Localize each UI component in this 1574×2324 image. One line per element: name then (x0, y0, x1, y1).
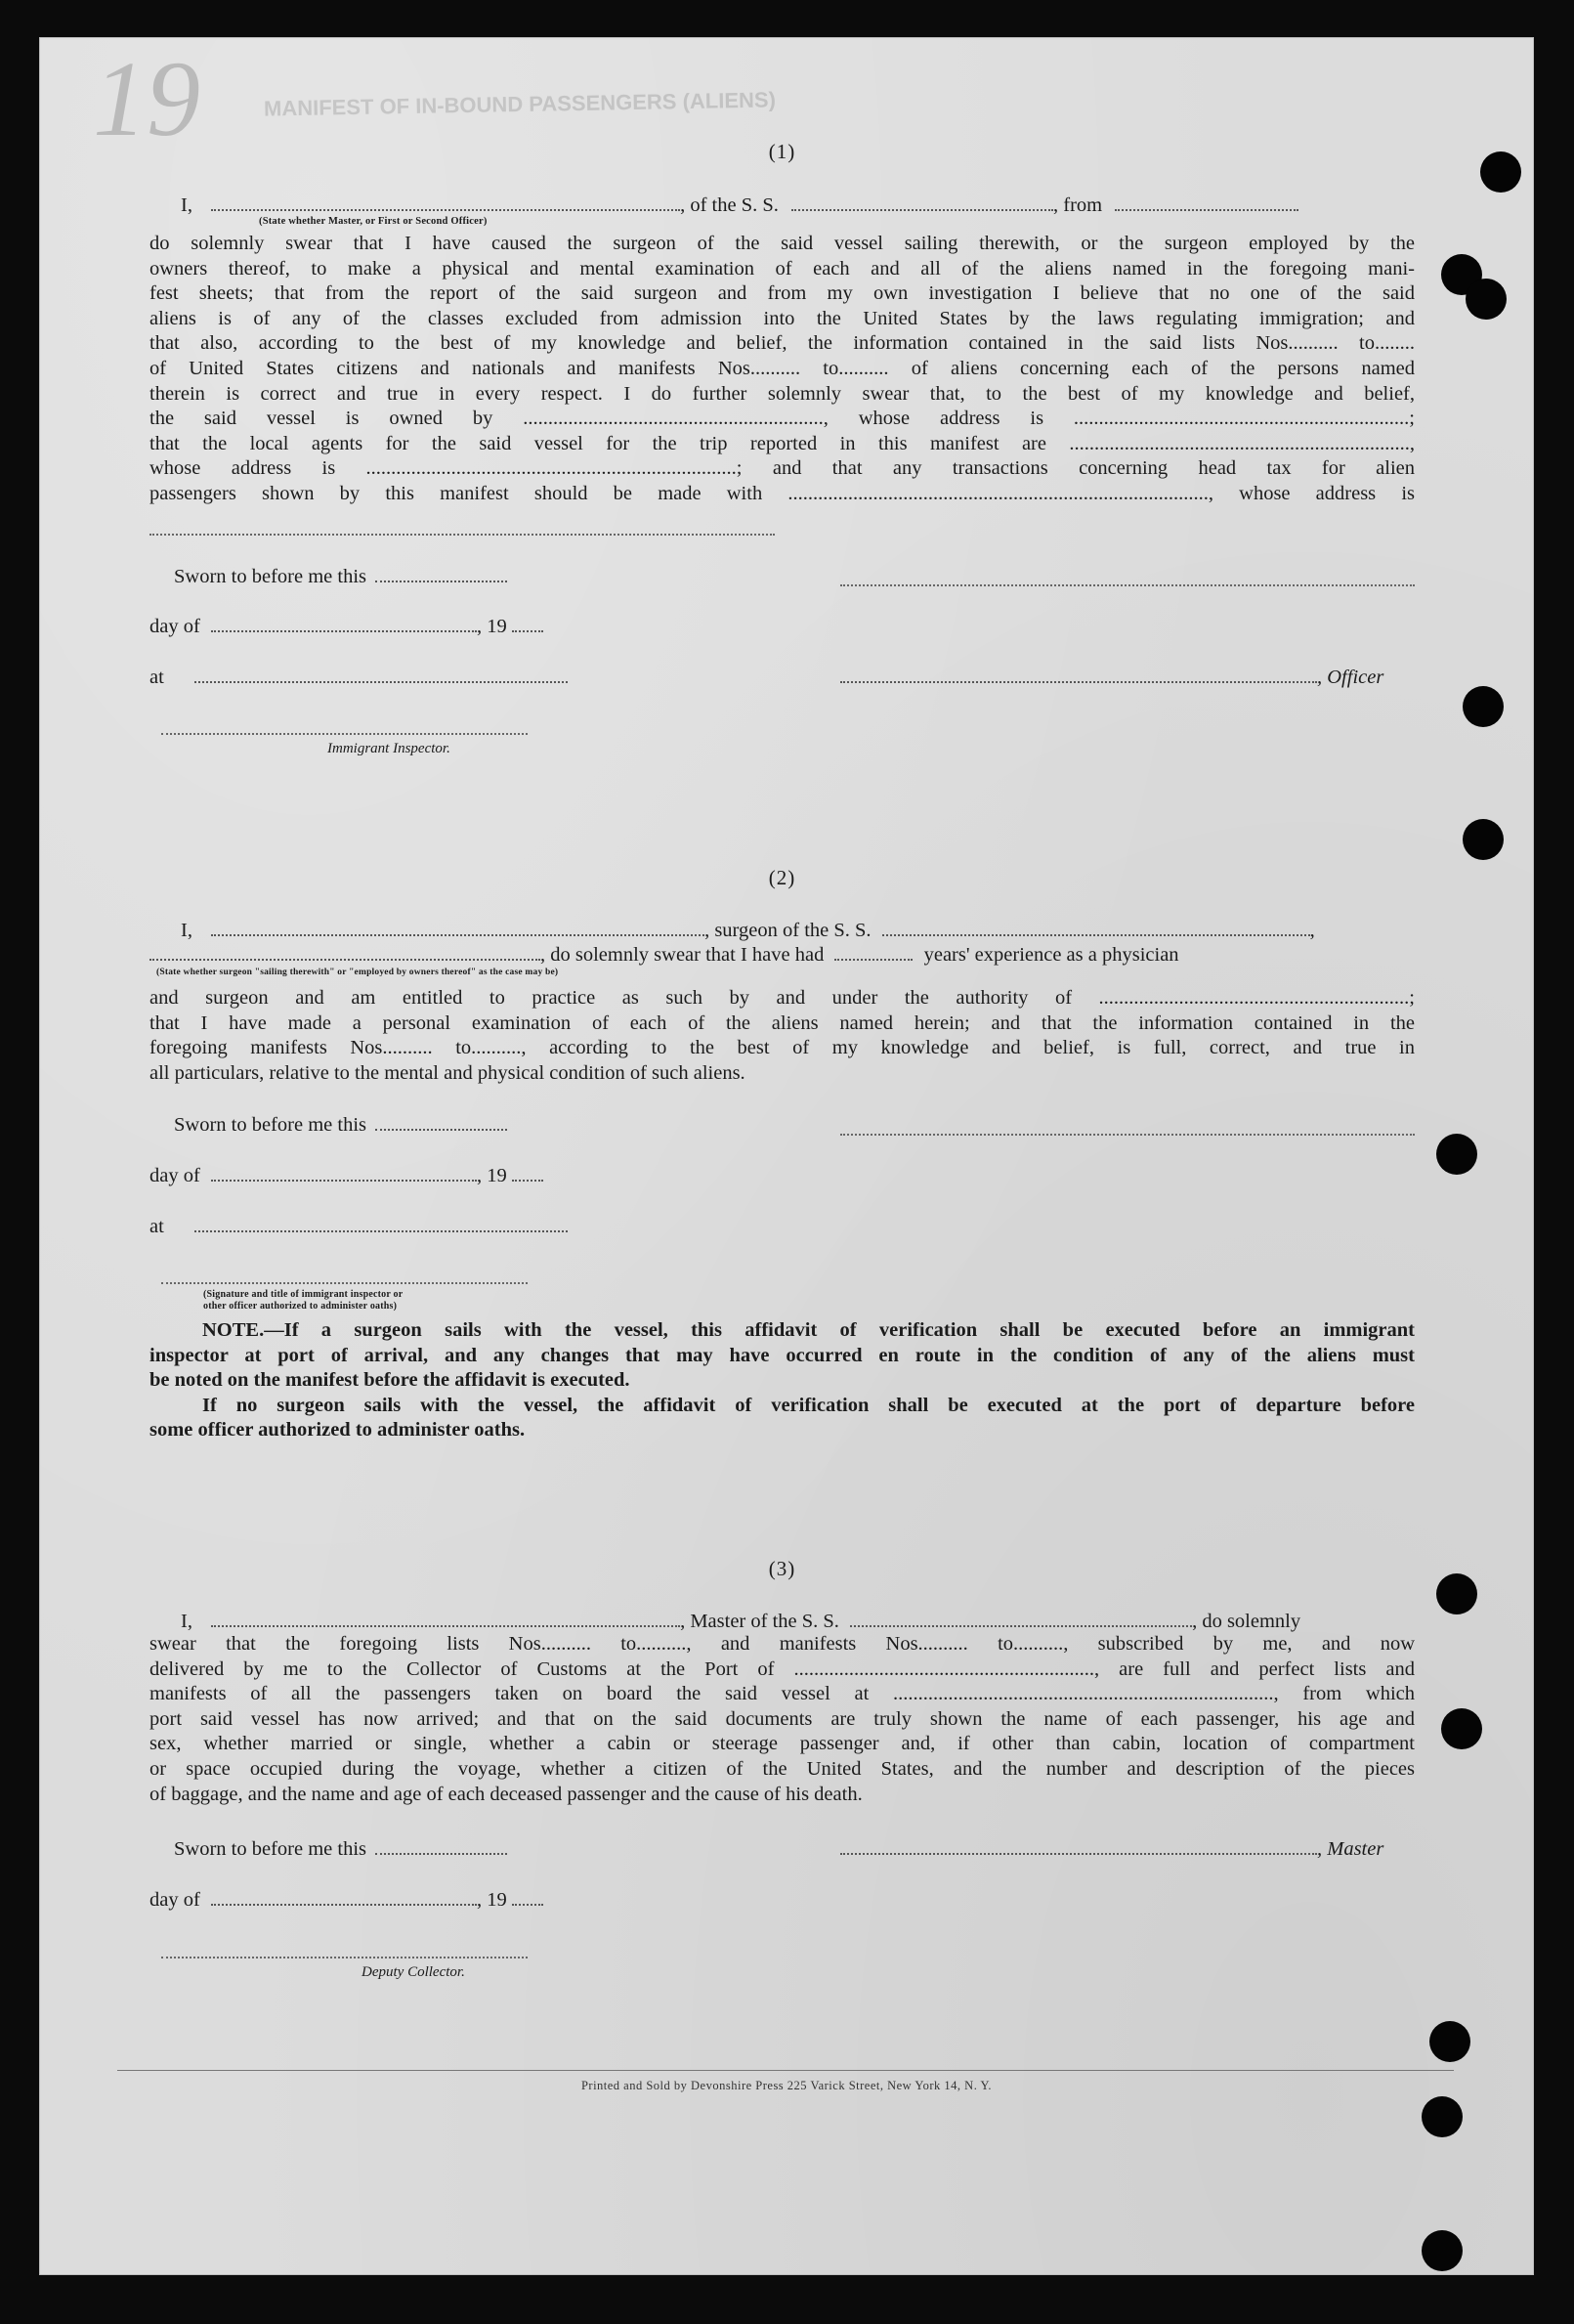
note-line: If no surgeon sails with the vessel, the affidavit of verification shall be executed at the port of departure before (202, 1394, 1415, 1416)
officer-line (840, 664, 1383, 689)
master-name-line (149, 192, 1415, 217)
body-line: of United States citizens and nationals and manifests Nos.......... to.......... of aliens concerning each of the persons named (149, 357, 1415, 379)
bleed-through-handwriting: 19 (93, 39, 200, 158)
affidavit-surgeon-section (149, 866, 1415, 890)
punch-hole (1436, 1134, 1477, 1175)
master-label: , Master (1317, 1838, 1384, 1860)
sworn-label: Sworn to before me this (174, 566, 366, 587)
surgeon-signature-line[interactable] (840, 1134, 1415, 1136)
collector-signature-line[interactable] (161, 1957, 528, 1958)
punch-hole (1441, 1708, 1482, 1749)
day-of-line (149, 1162, 543, 1187)
years-field[interactable] (834, 941, 913, 961)
month-field[interactable] (211, 1162, 477, 1182)
document-page (39, 37, 1534, 2275)
sworn-line (174, 1835, 507, 1861)
body-line: or space occupied during the voyage, whether a citizen of the United States, and the number and description of the pieces (149, 1757, 1415, 1780)
opening-i: I, (181, 194, 192, 216)
body-line: the said vessel is owned by ............................................................, whose address is ...................................................................; (149, 408, 1415, 430)
opening-i: I, (181, 1611, 192, 1632)
surgeon-status-line (149, 941, 1415, 967)
sworn-day-field[interactable] (375, 1111, 507, 1131)
note-line: be noted on the manifest before the affidavit is executed. (149, 1369, 630, 1392)
day-of-label: day of (149, 616, 200, 637)
punch-hole (1480, 151, 1521, 193)
note-block (149, 1318, 1415, 1443)
of-the-ss-label: , of the S. S. (680, 194, 779, 216)
section-number: (3) (768, 1557, 796, 1580)
master-name-line (149, 1608, 1415, 1633)
officer-signature-field[interactable] (840, 664, 1317, 683)
footer-rule (117, 2070, 1454, 2071)
officer-label: , Officer (1317, 667, 1384, 688)
affidavit-master-section (149, 140, 1415, 164)
day-of-line (149, 613, 543, 638)
body-line: all particulars, relative to the mental and physical condition of such aliens. (149, 1061, 745, 1084)
section-number: (2) (768, 866, 796, 889)
year-field[interactable] (512, 1162, 543, 1182)
master-signature-line (840, 1835, 1383, 1861)
punch-hole (1422, 2230, 1463, 2271)
master-signature-line[interactable] (840, 584, 1415, 586)
vessel-name-field[interactable] (791, 192, 1053, 211)
body-line: that I have made a personal examination of each of the aliens named herein; and that the information contained in the (149, 1011, 1415, 1034)
body-line: that also, according to the best of my knowledge and belief, the information contained in the said lists Nos.......... to........ (149, 332, 1415, 355)
inspector-caption: Immigrant Inspector. (327, 741, 450, 756)
year-label: , 19 (476, 616, 507, 637)
sworn-line (174, 563, 507, 588)
affidavit-collector-section (149, 1557, 1415, 1581)
note-line: some officer authorized to administer oaths. (149, 1419, 526, 1442)
sworn-label: Sworn to before me this (174, 1838, 366, 1860)
sworn-line (174, 1111, 507, 1137)
years-label: years' experience as a physician (923, 944, 1179, 966)
month-field[interactable] (211, 613, 477, 632)
inspector-signature-line[interactable] (161, 733, 528, 735)
surgeon-vessel-field[interactable] (882, 917, 1310, 936)
at-label: at (149, 1216, 164, 1237)
body-line: and surgeon and am entitled to practice as such by and under the authority of ..............................................................; (149, 987, 1415, 1009)
surgeon-name-field[interactable] (211, 917, 704, 936)
surgeon-name-line: I, , surgeon of the S. S. , (149, 917, 1415, 942)
at-place-field[interactable] (194, 664, 568, 683)
master-name-field[interactable] (211, 1608, 680, 1627)
section1-body (149, 232, 1415, 507)
punch-hole (1463, 686, 1504, 727)
punch-hole (1436, 1573, 1477, 1614)
at-label: at (149, 667, 164, 688)
body-line: manifests of all the passengers taken on board the said vessel at ............................................................................, from which (149, 1683, 1415, 1705)
punch-hole (1422, 2096, 1463, 2137)
body-line: sex, whether married or single, whether a cabin or steerage passenger and, if other than cabin, location of compartment (149, 1733, 1415, 1755)
signature-caption: (Signature and title of immigrant inspector or (203, 1289, 404, 1300)
continuation-line (149, 534, 775, 536)
at-place-field[interactable] (194, 1213, 568, 1232)
section-number: (1) (768, 140, 796, 163)
body-line: foregoing manifests Nos.......... to.........., according to the best of my knowledge and belief, is full, correct, and true in (149, 1037, 1415, 1059)
day-of-label: day of (149, 1165, 200, 1186)
section2-body (149, 986, 1415, 1086)
solemnly-label: , do solemnly (1192, 1611, 1301, 1632)
note-line: inspector at port of arrival, and any changes that may have occurred en route in the condition of any of the aliens must (149, 1344, 1415, 1366)
surgeon-status-caption: (State whether surgeon "sailing therewith" or "employed by owners thereof" as the case may be) (156, 968, 559, 977)
authorized-officer-signature-line[interactable] (161, 1282, 528, 1284)
opening-i: I, (181, 920, 192, 941)
body-line: port said vessel has now arrived; and that on the said documents are truly shown the name of each passenger, his age and (149, 1707, 1415, 1730)
body-line: therein is correct and true in every respect. I do further solemnly swear that, to the best of my knowledge and belief, (149, 382, 1415, 405)
body-line: aliens is of any of the classes excluded from admission into the United States by the laws regulating immigration; and (149, 307, 1415, 329)
section3-body (149, 1632, 1415, 1807)
at-line (149, 1213, 568, 1238)
surgeon-status-field[interactable] (149, 941, 540, 961)
sworn-day-field[interactable] (375, 563, 507, 582)
sworn-label: Sworn to before me this (174, 1114, 366, 1136)
solemnly-label: , do solemnly swear that I have had (540, 944, 825, 966)
body-line: owners thereof, to make a physical and mental examination of each and all of the aliens named in the foregoing mani- (149, 257, 1415, 280)
master-signature-field[interactable] (840, 1835, 1317, 1855)
collector-caption: Deputy Collector. (362, 1964, 465, 1980)
body-line: of baggage, and the name and age of each deceased passenger and the cause of his death. (149, 1783, 863, 1805)
vessel-name-field[interactable] (850, 1608, 1192, 1627)
body-line: delivered by me to the Collector of Customs at the Port of ............................................................, are full and perfect lists and (149, 1657, 1415, 1680)
master-of-label: , Master of the S. S. (680, 1611, 839, 1632)
sworn-day-field[interactable] (375, 1835, 507, 1855)
master-name-field[interactable] (211, 192, 680, 211)
punch-hole (1466, 279, 1507, 320)
year-field[interactable] (512, 1886, 543, 1906)
surgeon-of-label: , surgeon of the S. S. (704, 920, 872, 941)
body-line: passengers shown by this manifest should be made with ...................................................................................., whose address is (149, 482, 1415, 504)
bleed-through-text: MANIFEST OF IN-BOUND PASSENGERS (ALIENS) (263, 87, 777, 121)
punch-hole (1429, 2021, 1470, 2062)
year-label: , 19 (476, 1889, 507, 1911)
body-line: that the local agents for the said vessel for the trip reported in this manifest are ...................................................................., (149, 432, 1415, 454)
year-field[interactable] (512, 613, 543, 632)
printer-imprint: Printed and Sold by Devonshire Press 225 Varick Street, New York 14, N. Y. (580, 2079, 993, 2092)
punch-hole (1463, 819, 1504, 860)
body-line: swear that the foregoing lists Nos.......... to.........., and manifests Nos.......... to.........., subscribed by me, and now (149, 1633, 1415, 1655)
signature-caption: other officer authorized to administer oaths) (203, 1301, 398, 1312)
at-line (149, 664, 568, 689)
body-line: do solemnly swear that I have caused the surgeon of the said vessel sailing therewith, or the surgeon employed by the (149, 233, 1415, 254)
from-label: , from (1053, 194, 1103, 216)
from-port-field[interactable] (1115, 192, 1298, 211)
day-of-label: day of (149, 1889, 200, 1911)
body-line: fest sheets; that from the report of the said surgeon and from my own investigation I believe that no one of the said (149, 282, 1415, 305)
month-field[interactable] (211, 1886, 477, 1906)
master-caption: (State whether Master, or First or Second Officer) (259, 216, 488, 227)
body-line: whose address is ..........................................................................; and that any transactions concerning head tax for alien (149, 457, 1415, 480)
day-of-line (149, 1886, 543, 1912)
note-line: NOTE.—If a surgeon sails with the vessel, this affidavit of verification shall be executed before an immigrant (202, 1319, 1415, 1341)
year-label: , 19 (476, 1165, 507, 1186)
